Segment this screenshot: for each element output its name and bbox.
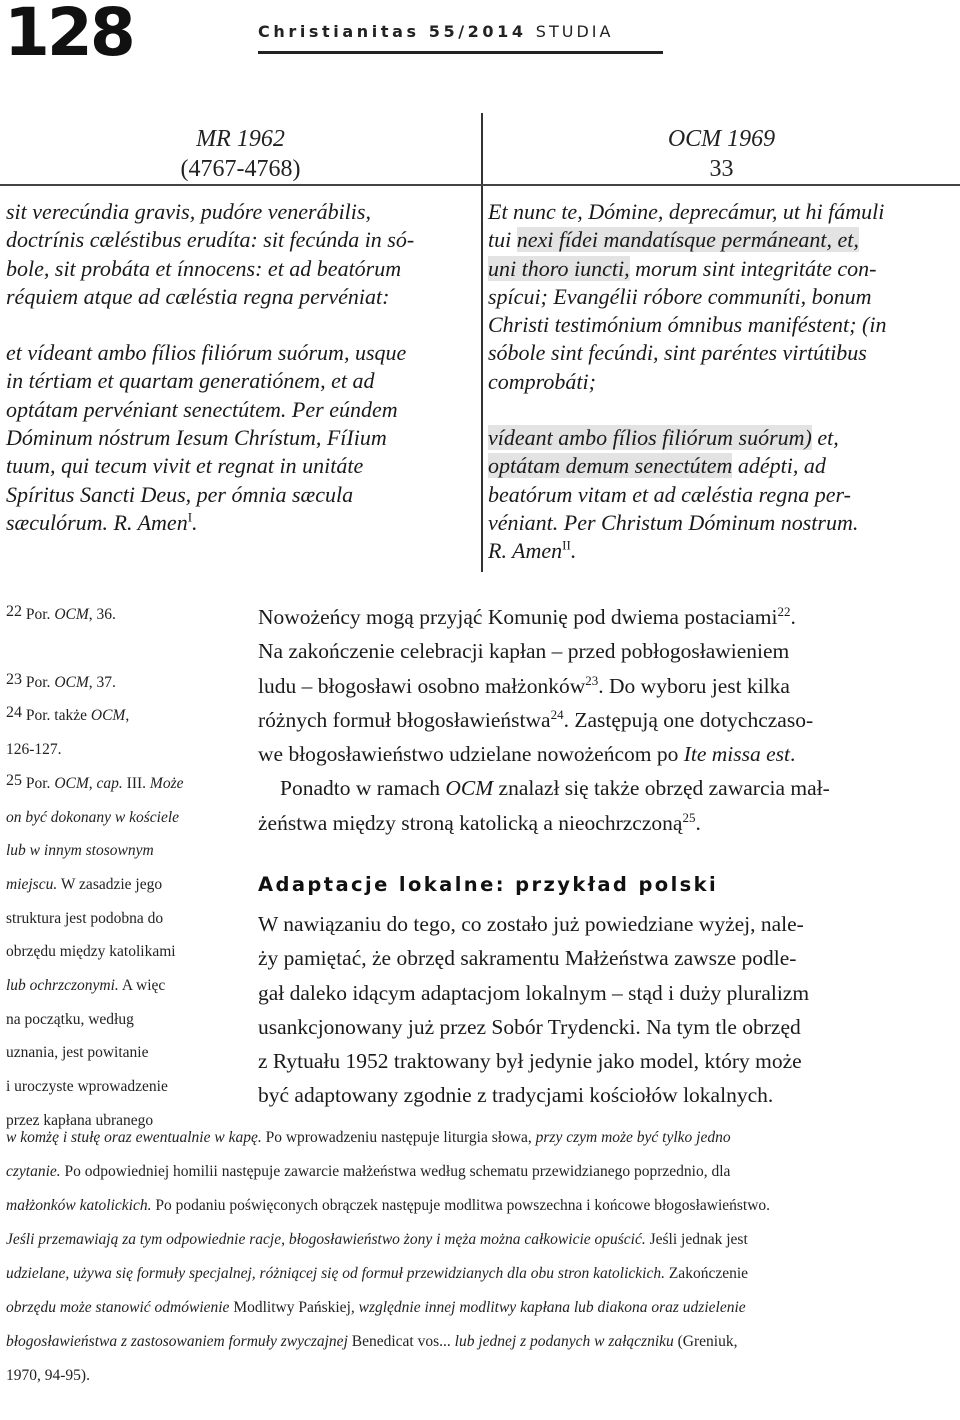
footnote-number: 24 <box>6 704 22 722</box>
body-line <box>258 771 952 805</box>
punctuation: . <box>790 605 796 629</box>
body-line <box>258 737 952 771</box>
left-latin-final-text: sæculórum. R. Amen <box>6 509 188 535</box>
text-segment: lub jednej z podanych w załączniku <box>450 1333 678 1350</box>
body-line <box>258 806 952 840</box>
punctuation: . <box>695 810 701 835</box>
right-latin-line: Christi testimónium ómnibus maniféstent; (in <box>488 312 887 338</box>
text-segment: OCM <box>54 774 89 792</box>
right-column-subtitle: 33 <box>709 156 734 182</box>
note-line <box>6 1189 951 1223</box>
footnote-line: i uroczyste wprowadzenie <box>6 1078 168 1096</box>
text-segment: Por. <box>22 774 55 792</box>
text-segment: W zasadzie jego <box>57 875 163 893</box>
body-line: ży pamiętać, że obrzęd sakramentu Małżeństwa zawsze podle- <box>258 946 797 971</box>
highlighted-text: nexi fídei mandatísque permáneant, et, <box>516 227 859 253</box>
note-line <box>6 1223 951 1257</box>
body-line: W nawiązaniu do tego, co zostało już powiedziane wyżej, nale- <box>258 912 804 936</box>
text-segment: cap. <box>96 774 123 792</box>
right-latin-line <box>488 537 956 565</box>
body-line: Na zakończenie celebracji kapłan – przed pobłogosławieniem <box>258 639 790 664</box>
right-latin-line: Et nunc te, Dómine, deprecámur, ut hi fámuli <box>488 199 885 224</box>
highlighted-text: uni thoro iuncti, <box>488 255 630 281</box>
section-name: STUDIA <box>535 22 614 41</box>
text-segment: Może <box>149 774 184 792</box>
text-segment: . Do wyboru jest kilka <box>598 673 790 698</box>
right-latin-line: comprobáti; <box>488 368 596 394</box>
side-footnotes <box>6 598 236 1138</box>
body-paragraph-1 <box>258 600 952 840</box>
left-latin-line: in tértiam et quartam generatiónem, et ad <box>6 368 375 394</box>
footnote-ref: 22 <box>777 603 791 619</box>
page-number: 128 <box>4 0 133 71</box>
body-line: być adaptowany zgodnie z tradycjami kościołów lokalnych. <box>258 1083 774 1108</box>
text-segment: Nowożeńcy mogą przyjąć Komunię pod dwiema postaciami <box>258 605 778 629</box>
text-segment: Po podaniu poświęconych obrączek następuje modlitwa powszechna i końcowe błogosławieństwo. <box>151 1197 771 1214</box>
section-heading: Adaptacje lokalne: przykład polski <box>258 873 719 896</box>
right-latin-line: sóbole sint fecúndi, sint paréntes virtútibus <box>488 340 867 366</box>
footnote-spacer <box>6 632 236 666</box>
right-latin-line <box>488 452 956 480</box>
paragraph-gap <box>488 396 956 424</box>
footnote-25 <box>6 767 236 801</box>
text-segment: znalazł się także obrzęd zawarcia mał- <box>493 776 830 801</box>
journal-name: Christianitas 55/2014 <box>258 22 527 41</box>
note-line <box>6 1291 951 1325</box>
text-segment: obrzędu może stanowić odmówienie <box>6 1299 234 1316</box>
right-column-heading <box>483 124 960 184</box>
punctuation: . <box>192 509 198 535</box>
footnote-continuation <box>6 1121 951 1393</box>
text-segment: tui <box>488 227 517 253</box>
right-column-title: OCM 1969 <box>667 126 776 152</box>
text-segment: małżonków katolickich. <box>6 1197 152 1214</box>
heading-divider <box>0 184 960 186</box>
punctuation: . <box>790 742 796 767</box>
text-segment: OCM <box>54 673 89 691</box>
text-segment: morum sint integritáte con- <box>629 255 877 281</box>
left-latin-line: tuum, qui tecum vivit et regnat in unitáte <box>6 453 364 479</box>
body-line <box>258 669 952 703</box>
text-segment: , 37. <box>88 673 116 691</box>
right-latin-line <box>488 255 956 283</box>
footnote-line: uznania, jest powitanie <box>6 1044 149 1062</box>
footnote-line: przez kapłana ubranego <box>6 1111 154 1129</box>
column-divider <box>481 113 483 572</box>
text-segment: Zakończenie <box>664 1265 749 1282</box>
left-column-heading <box>0 124 481 184</box>
text-segment: Po wprowadzeniu następuje liturgia słowa, <box>261 1129 536 1146</box>
left-column-subtitle: (4767-4768) <box>180 156 301 182</box>
footnote-line <box>6 969 236 1003</box>
body-line <box>258 703 952 737</box>
right-latin-line <box>488 424 956 452</box>
highlighted-text: optátam demum senectútem <box>488 453 733 479</box>
left-latin-line: sit verecúndia gravis, pudóre venerábilis, <box>6 199 371 224</box>
text-segment: R. Amen <box>488 538 563 564</box>
text-segment: . Zastępują one dotychczaso- <box>563 707 814 732</box>
left-latin-line: Dóminum nóstrum Iesum Chrístum, FíIium <box>6 425 387 451</box>
text-segment: OCM <box>90 707 126 725</box>
text-segment: czytanie. <box>6 1163 61 1180</box>
text-segment: Benedicat vos... <box>351 1333 451 1350</box>
left-latin-text <box>6 198 476 537</box>
text-segment: OCM <box>445 776 494 801</box>
paragraph-gap <box>6 311 476 339</box>
body-line: z Rytuału 1952 traktowany był jedynie jako model, który może <box>258 1049 802 1074</box>
text-segment: Modlitwy Pańskiej <box>233 1299 351 1316</box>
text-segment: Jeśli przemawiają za tym odpowiednie racje, błogosławieństwo żony i męża można całkowicie opuścić. <box>6 1231 646 1248</box>
note-line <box>6 1155 951 1189</box>
body-line <box>258 600 952 634</box>
text-segment: Po odpowiedniej homilii następuje zawarcie małżeństwa według schematu przewidzianego poprzednio, dla <box>60 1163 731 1180</box>
text-segment: (Greniuk, <box>677 1333 738 1350</box>
right-latin-text <box>488 198 956 566</box>
right-latin-line: spícui; Evangélii róbore communíti, bonum <box>488 283 872 309</box>
highlighted-text: vídeant ambo fílios filiórum suórum) <box>488 425 812 451</box>
left-latin-line: bole, sit probáta et ínnocens: et ad beatórum <box>6 255 402 281</box>
footnote-22 <box>6 598 236 632</box>
footnote-24 <box>6 699 236 733</box>
footnote-number: 23 <box>6 670 22 688</box>
text-segment: Ite missa est <box>683 742 791 767</box>
footnote-line <box>6 868 236 902</box>
text-segment: et, <box>811 425 839 451</box>
left-latin-line: et vídeant ambo fílios filiórum suórum, usque <box>6 340 407 366</box>
text-segment: Por. <box>22 673 55 691</box>
footnote-line: na początku, według <box>6 1010 134 1028</box>
text-segment: adépti, ad <box>732 453 826 479</box>
text-segment: w komżę i stułę oraz ewentualnie w kapę. <box>6 1129 262 1146</box>
text-segment: przy czym może być tylko jedno <box>535 1129 731 1146</box>
left-latin-line: réquiem atque ad cæléstia regna pervéniat: <box>6 283 390 309</box>
text-segment: Por. także <box>22 707 91 725</box>
left-latin-line: doctrínis cæléstibus erudíta: sit fecúnda in só- <box>6 227 415 253</box>
body-paragraph-2 <box>258 907 952 1113</box>
footnote-line: obrzędu między katolikami <box>6 943 176 961</box>
body-line: usankcjonowany już przez Sobór Trydencki. Na tym tle obrzęd <box>258 1014 801 1039</box>
footnote-ref: 24 <box>550 706 564 722</box>
footnote-line: lub w innym stosownym <box>6 842 154 860</box>
text-segment: Ponadto w ramach <box>280 776 446 801</box>
text-segment: ludu – błogosławi osobno małżonków <box>258 673 586 698</box>
text-segment: A więc <box>118 977 166 995</box>
text-segment: , względnie innej modlitwy kapłana lub diakona oraz udzielenie <box>350 1299 746 1316</box>
footnote-ref: 23 <box>585 672 599 688</box>
text-segment: we błogosławieństwo udzielane nowożeńcom po <box>258 742 684 767</box>
left-latin-line: optátam pervéniant senectútem. Per eúndem <box>6 396 398 422</box>
footnote-ref: I <box>187 509 193 525</box>
body-line: gał daleko idącym adaptacjom lokalnym – stąd i duży pluralizm <box>258 980 810 1005</box>
journal-title <box>258 22 613 41</box>
footnote-ref: 25 <box>682 809 696 825</box>
text-segment: III. <box>122 774 150 792</box>
right-latin-line: beatórum vitam et ad cæléstia regna per- <box>488 481 851 507</box>
text-segment: żeństwa między stroną katolicką a nieochrzczoną <box>258 810 683 835</box>
text-segment: , 36. <box>88 606 116 623</box>
text-segment: błogosławieństwa z zastosowaniem formuły zwyczajnej <box>6 1333 352 1350</box>
text-segment: , <box>88 774 97 792</box>
footnote-number: 25 <box>6 771 22 789</box>
footnote-line: struktura jest podobna do <box>6 909 164 927</box>
footnote-23 <box>6 666 236 700</box>
footnote-line: on być dokonany w kościele <box>6 808 180 826</box>
text-segment: Jeśli jednak jest <box>645 1231 748 1248</box>
header-rule <box>258 51 663 54</box>
note-line <box>6 1121 951 1155</box>
left-column-title: MR 1962 <box>196 126 285 152</box>
note-line: 1970, 94-95). <box>6 1367 90 1384</box>
right-latin-line <box>488 226 956 254</box>
text-segment: OCM <box>54 606 89 623</box>
text-segment: lub ochrzczonymi. <box>6 977 119 995</box>
text-segment: , <box>125 707 130 725</box>
right-latin-line: véniant. Per Christum Dóminum nostrum. <box>488 509 859 535</box>
note-line <box>6 1325 951 1359</box>
note-line <box>6 1257 951 1291</box>
footnote-24-cont: 126-127. <box>6 741 62 759</box>
text-segment: Por. <box>22 606 55 623</box>
text-segment: różnych formuł błogosławieństwa <box>258 707 551 732</box>
footnote-number: 22 <box>6 603 22 620</box>
left-latin-line <box>6 509 476 537</box>
footnote-ref: II <box>562 537 571 553</box>
left-latin-line: Spíritus Sancti Deus, per ómnia sæcula <box>6 481 354 507</box>
text-segment: miejscu. <box>6 875 58 893</box>
punctuation: . <box>570 538 577 564</box>
text-segment: udzielane, używa się formuły specjalnej, różniącej się od formuł przewidzianych dla obu stron katolickich. <box>6 1265 665 1282</box>
